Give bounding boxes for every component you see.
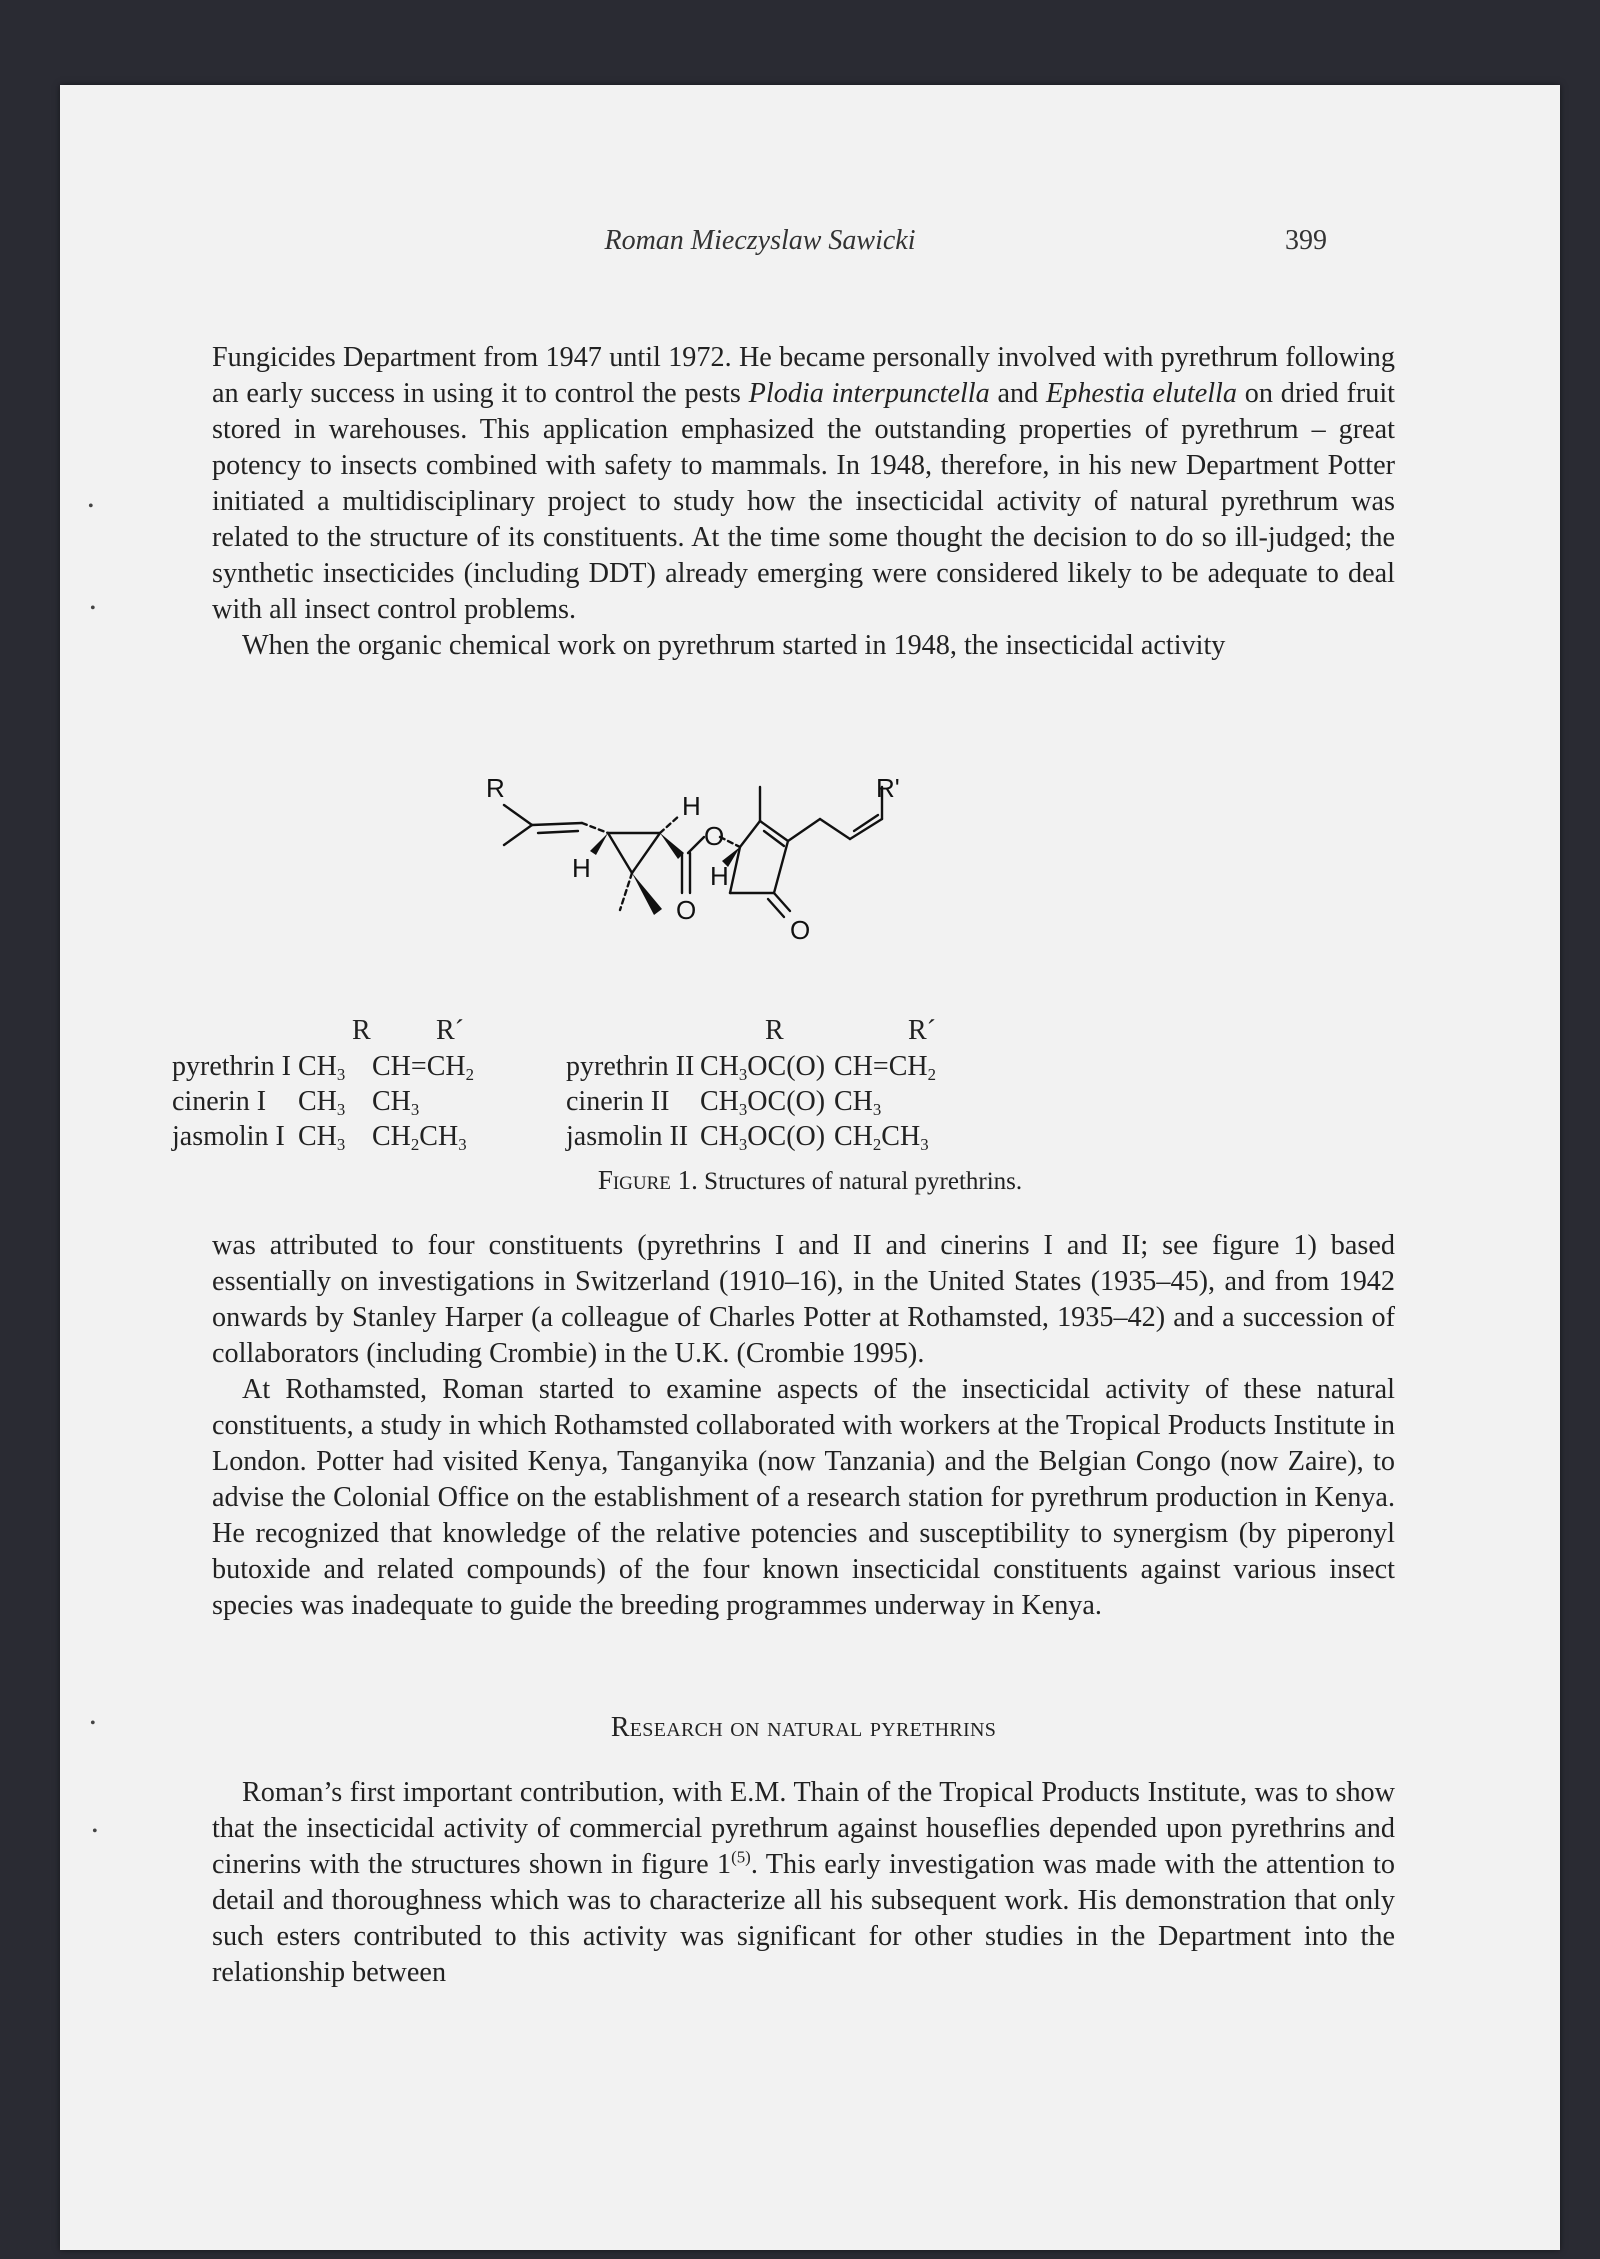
text-block-middle bbox=[212, 1228, 1395, 1624]
bond bbox=[764, 831, 784, 846]
label-o-ketone: O bbox=[790, 915, 811, 945]
bond bbox=[504, 805, 532, 825]
running-header-author: Roman Mieczyslaw Sawicki bbox=[604, 225, 916, 256]
paragraph-3: was attributed to four constituents (pyrethrins I and II and cinerins I and II; see figure 1) based essentially on investigations in Switzerland (1910–16), in the United States (1935–45), and from 1942 onwards by Stanley Harper (a colleague of Charles Potter at Rothamsted, 1935–42) and a succession of collaborators (including Crombie) in the U.K. (Crombie 1995). bbox=[212, 1230, 1395, 1369]
paragraph-2: When the organic chemical work on pyrethrum started in 1948, the insecticidal activity bbox=[242, 630, 1226, 661]
left-header-r: R bbox=[352, 1015, 371, 1046]
left-row-name: cinerin I bbox=[172, 1086, 267, 1117]
left-row-name: jasmolin I bbox=[172, 1121, 285, 1152]
wedge-bond bbox=[660, 833, 684, 859]
figure-caption bbox=[60, 1165, 1560, 1196]
margin-mark: • bbox=[92, 1823, 98, 1840]
right-header-r-prime: R´ bbox=[908, 1015, 936, 1046]
label-h-vinyl: H bbox=[572, 853, 591, 883]
bond bbox=[740, 821, 760, 847]
bond bbox=[608, 833, 632, 873]
figure-caption-label: Figure 1. bbox=[597, 1165, 698, 1195]
margin-mark: • bbox=[88, 498, 94, 515]
page-number: 399 bbox=[1285, 225, 1327, 256]
label-o-ester: O bbox=[704, 821, 725, 851]
right-row-name: jasmolin II bbox=[566, 1121, 689, 1152]
margin-mark: • bbox=[90, 1715, 96, 1732]
right-header-r: R bbox=[765, 1015, 784, 1046]
para1-text-c: on dried fruit stored in warehouses. This application emphasized the outstanding properties of pyrethrum – great potency to insects combined with safety to mammals. In 1948, therefore, in his new Department Potter initiated a multidisciplinary project to study how the insecticidal activity of natural pyrethrum was related to the structure of its constituents. At the time some thought the decision to do so ill-judged; the synthetic insecticides (including DDT) already emerging were considered likely to be adequate to deal with all insect control problems. bbox=[212, 378, 1395, 625]
bond bbox=[788, 819, 820, 841]
bond bbox=[688, 837, 704, 853]
bond bbox=[820, 819, 850, 839]
right-row-r: $CH_3OC(O)$ bbox=[700, 1086, 826, 1119]
right-row-r-prime: $CH_2CH_3$ bbox=[834, 1121, 929, 1154]
label-o-carbonyl: O bbox=[676, 895, 697, 925]
wedge-bond bbox=[632, 873, 662, 915]
left-row-r-prime: $CH=CH_2$ bbox=[372, 1051, 474, 1084]
paragraph-4: At Rothamsted, Roman started to examine aspects of the insecticidal activity of these natural constituents, a study in which Rothamsted collaborated with workers at the Tropical Products Institute in London. Potter had visited Kenya, Tanganyika (now Tanzania) and the Belgian Congo (now Zaire), to advise the Colonial Office on the establishment of a research station for pyrethrum production in Kenya. He recognized that knowledge of the relative potencies and susceptibility to synergism (by piperonyl butoxide and related compounds) of the four known insecticidal constituents against various insect species was inadequate to guide the breeding programmes underway in Kenya. bbox=[212, 1374, 1395, 1621]
figure-caption-text: Structures of natural pyrethrins. bbox=[697, 1168, 1023, 1195]
right-row-r: $CH_3OC(O)$ bbox=[700, 1121, 826, 1154]
left-header-r-prime: R´ bbox=[436, 1015, 464, 1046]
label-r: R bbox=[486, 775, 505, 803]
right-row-name: cinerin II bbox=[566, 1086, 670, 1117]
bond bbox=[774, 841, 788, 893]
bond bbox=[660, 815, 680, 833]
species-name-plodia: Plodia interpunctella bbox=[748, 378, 990, 409]
bond bbox=[632, 833, 660, 873]
left-row-r-prime: $CH_2CH_3$ bbox=[372, 1121, 467, 1154]
paragraph-1 bbox=[212, 340, 1395, 628]
right-row-r: $CH_3OC(O)$ bbox=[700, 1051, 826, 1084]
label-h-ring: H bbox=[710, 861, 729, 891]
running-header bbox=[60, 225, 1560, 265]
para1-text-b: and bbox=[989, 378, 1047, 409]
bond bbox=[538, 831, 578, 833]
bond bbox=[620, 873, 632, 910]
left-row-r: $CH_3$ bbox=[298, 1086, 346, 1119]
label-r-prime: R' bbox=[876, 775, 900, 803]
margin-mark: • bbox=[90, 600, 96, 617]
pyrethrin-structure-diagram bbox=[472, 775, 1112, 1005]
bond bbox=[532, 823, 582, 825]
para5-text-a: Roman’s first important contribution, with E.M. Thain of the Tropical Products Institute, was to show that the insecticidal activity of commercial pyrethrum against houseflies depended upon pyrethrins and cinerins with the structures shown in figure 1 bbox=[212, 1777, 1395, 1880]
left-row-r: $CH_3$ bbox=[298, 1121, 346, 1154]
text-block-top bbox=[212, 340, 1395, 664]
right-row-r-prime: $CH_3$ bbox=[834, 1086, 882, 1119]
species-name-ephestia: Ephestia elutella bbox=[1046, 378, 1237, 409]
right-row-r-prime: $CH=CH_2$ bbox=[834, 1051, 936, 1084]
paragraph-5 bbox=[212, 1775, 1395, 1991]
bond bbox=[582, 823, 608, 833]
substituent-table bbox=[60, 1015, 1560, 1154]
document-page bbox=[60, 85, 1560, 2250]
section-heading: Research on natural pyrethrins bbox=[610, 1712, 997, 1743]
left-row-r-prime: $CH_3$ bbox=[372, 1086, 420, 1119]
left-row-name: pyrethrin I bbox=[172, 1051, 291, 1082]
para1-text-a: Fungicides Department from 1947 until 1972. He became personally involved with pyrethrum following an early success in using it to control the pests bbox=[212, 342, 1395, 409]
wedge-bond bbox=[590, 833, 608, 855]
left-row-r: $CH_3$ bbox=[298, 1051, 346, 1084]
text-block-bottom bbox=[212, 1775, 1395, 1991]
bond bbox=[504, 825, 532, 845]
right-row-name: pyrethrin II bbox=[566, 1051, 695, 1082]
para5-text-b: . This early investigation was made with the attention to detail and thoroughness which was to characterize all his subsequent work. His demonstration that only such esters contributed to this activity was significant for other studies in the Department into the relationship between bbox=[212, 1849, 1395, 1988]
reference-superscript: (5) bbox=[731, 1847, 751, 1867]
label-h-cyclopropane: H bbox=[682, 791, 701, 821]
